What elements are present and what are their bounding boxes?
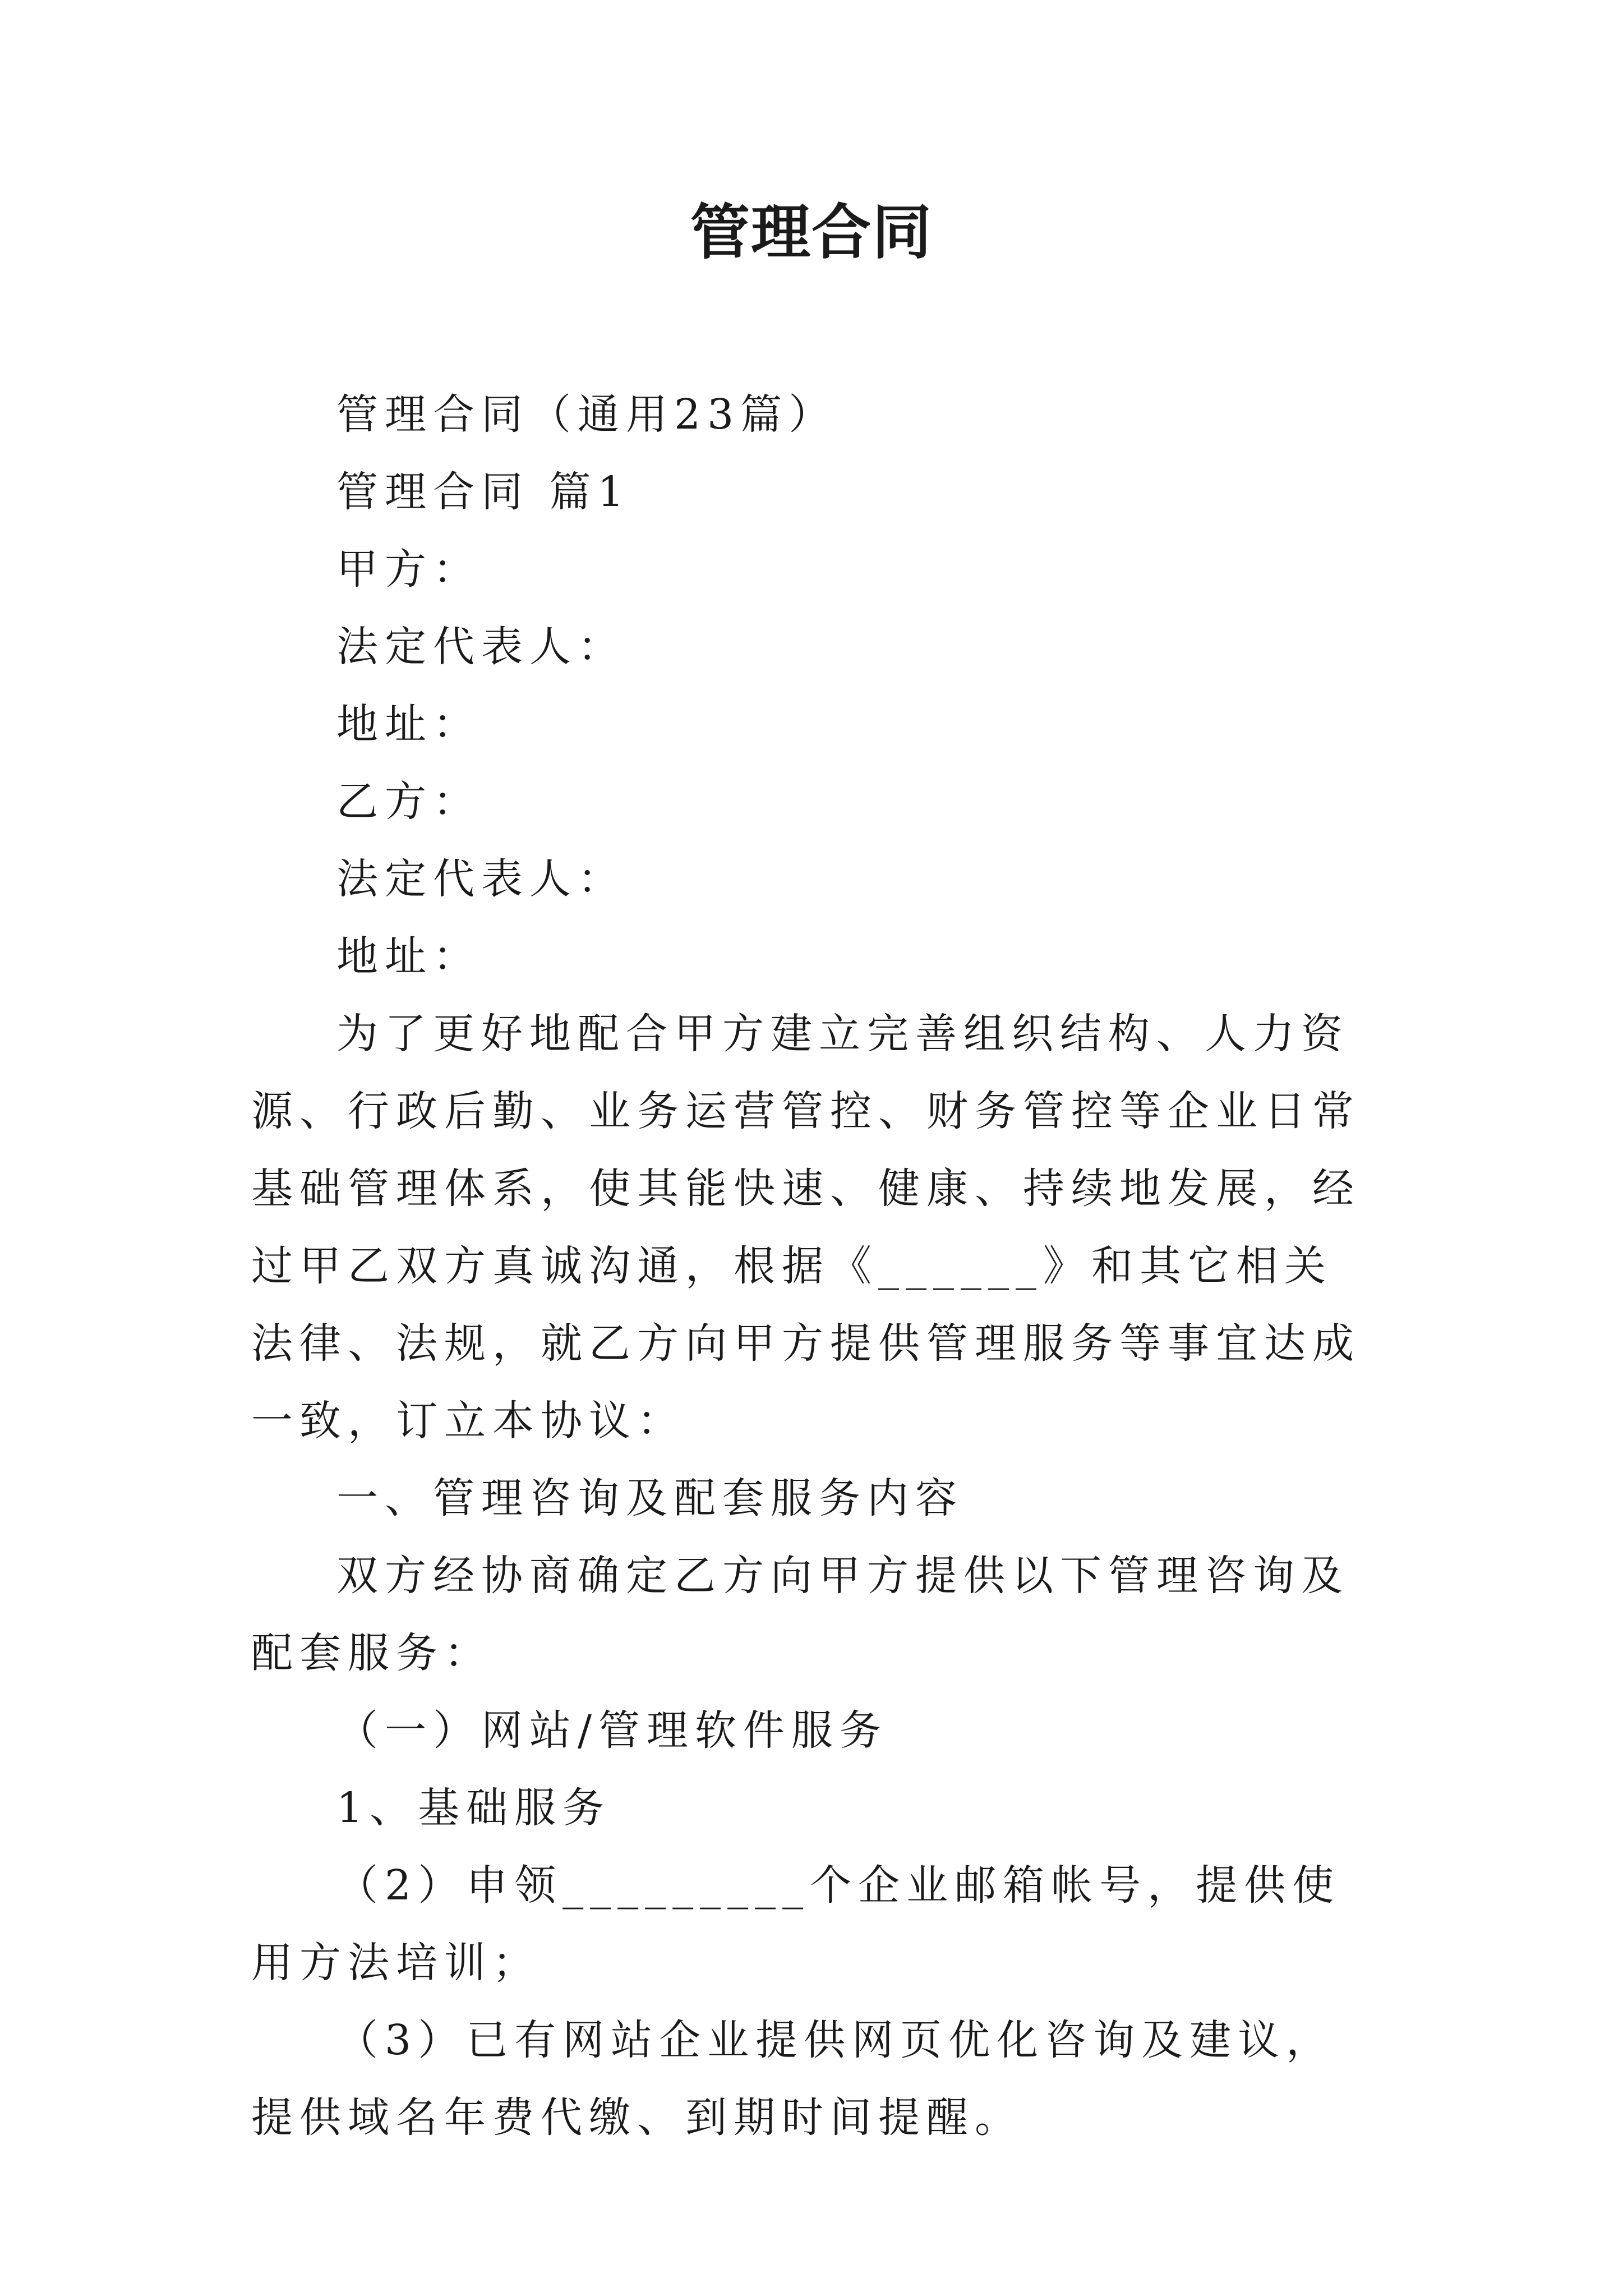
document-title: 管理合同 <box>690 198 933 267</box>
paragraph-clause-1-heading: 一、管理咨询及配套服务内容 <box>336 1474 963 1522</box>
paragraph-item-2: （2）申领_________个企业邮箱帐号，提供使用方法培训； <box>251 1861 1341 1987</box>
paragraph-clause-1-intro: 双方经协商确定乙方向甲方提供以下管理咨询及配套服务： <box>251 1552 1349 1677</box>
paragraph-subtitle: 管理合同（通用23篇） <box>336 390 837 439</box>
paragraph-party-a-address: 地址： <box>336 700 481 748</box>
paragraph-party-a-representative: 法定代表人： <box>336 623 626 671</box>
paragraph-basic-services: 1、基础服务 <box>336 1784 611 1832</box>
paragraph-subsection-1: （一）网站/管理软件服务 <box>336 1706 888 1755</box>
paragraph-party-b-representative: 法定代表人： <box>336 855 626 903</box>
paragraph-section-heading: 管理合同 篇1 <box>336 468 631 516</box>
paragraph-party-a: 甲方： <box>336 545 481 593</box>
paragraph-preamble: 为了更好地配合甲方建立完善组织结构、人力资源、行政后勤、业务运营管控、财务管控等企业日常基础管理体系，使其能快速、健康、持续地发展，经过甲乙双方真诚沟通，根据《______》和其它相关法律、法规，就乙方向甲方提供管理服务等事宜达成一致，订立本协议： <box>251 1010 1361 1445</box>
paragraph-item-3: （3）已有网站企业提供网页优化咨询及建议，提供域名年费代缴、到期时间提醒。 <box>251 2016 1335 2142</box>
paragraph-party-b: 乙方： <box>336 777 481 826</box>
document-body <box>251 376 1380 2156</box>
paragraph-party-b-address: 地址： <box>336 932 481 981</box>
